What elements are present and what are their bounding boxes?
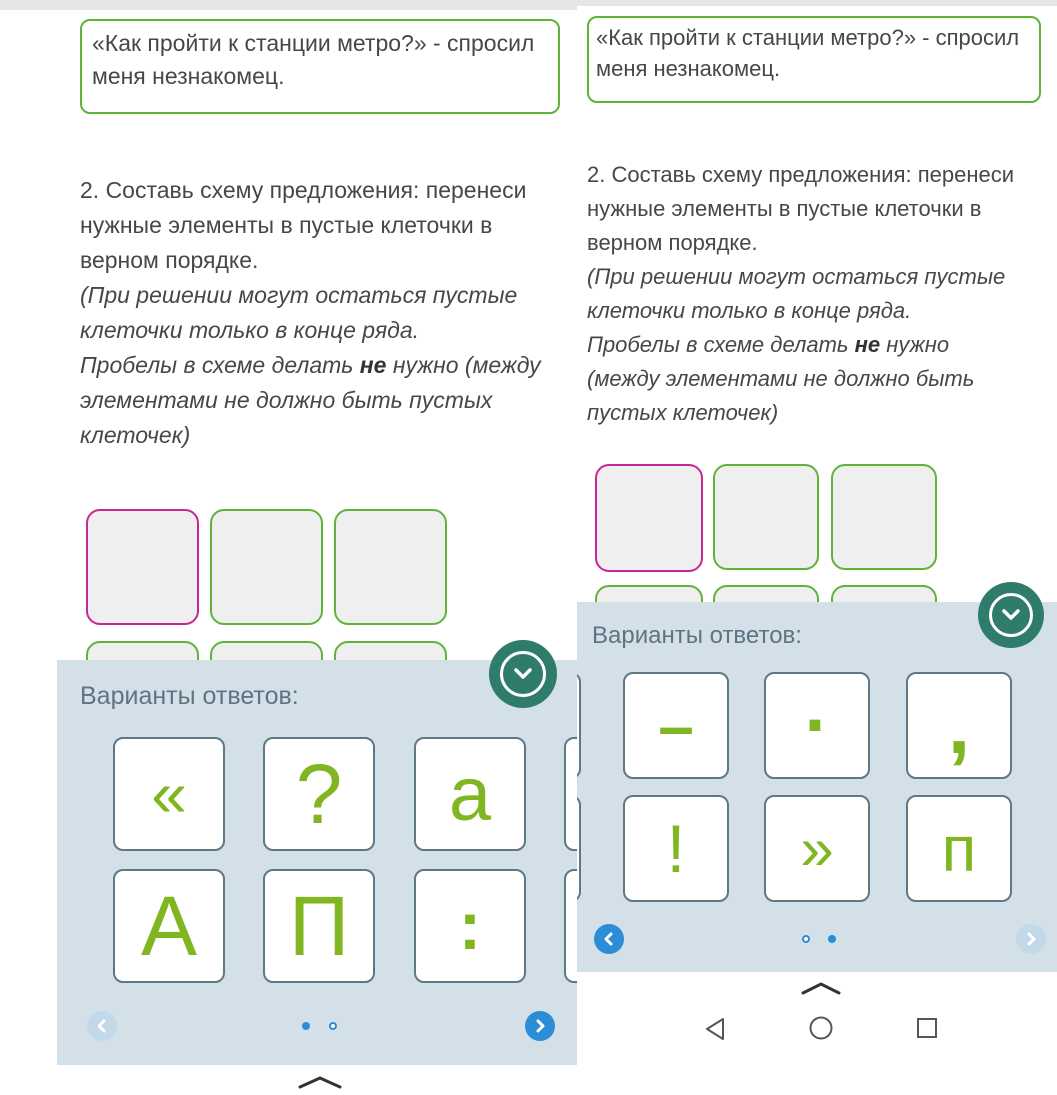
- status-bar-edge: [0, 0, 577, 10]
- recents-icon[interactable]: [916, 1017, 938, 1039]
- answer-tile[interactable]: а: [414, 737, 526, 851]
- scheme-slot-3[interactable]: [831, 464, 937, 570]
- answer-tile[interactable]: п: [906, 795, 1012, 902]
- scheme-slot-2[interactable]: [210, 509, 323, 625]
- prev-page-button[interactable]: [594, 924, 624, 954]
- quote-sentence-box: [587, 16, 1041, 103]
- chevron-down-icon: [1001, 608, 1021, 622]
- chevron-up-icon[interactable]: [800, 980, 842, 996]
- chevron-left-icon: [602, 932, 616, 946]
- answer-tile[interactable]: :: [414, 869, 526, 983]
- chevron-right-icon: [533, 1019, 547, 1033]
- task-note-1: (При решении могут остаться пустые клеточки только в конце ряда.: [80, 282, 518, 343]
- answer-tile[interactable]: А: [113, 869, 225, 983]
- scheme-slot-3[interactable]: [334, 509, 447, 625]
- answer-tile[interactable]: »: [764, 795, 870, 902]
- answer-tile[interactable]: –: [623, 672, 729, 779]
- task-main-text: 2. Составь схему предложения: перенеси нужные элементы в пустые клеточки в верном порядке.: [587, 162, 1015, 255]
- answers-panel: [57, 660, 577, 1065]
- answers-panel: [577, 602, 1057, 972]
- status-bar-edge: [577, 0, 1057, 6]
- scheme-slot-1[interactable]: [86, 509, 199, 625]
- answer-tile-partial[interactable]: [564, 737, 577, 851]
- answers-title: Варианты ответов:: [80, 682, 299, 710]
- answer-tile-partial[interactable]: [577, 672, 581, 779]
- page-dot-2[interactable]: [329, 1022, 337, 1030]
- right-screenshot: [577, 0, 1057, 1095]
- task-note-2: Пробелы в схеме делать не нужно (между элементами не должно быть пустых клеточек): [80, 352, 541, 448]
- answer-tile[interactable]: «: [113, 737, 225, 851]
- task-main-text: 2. Составь схему предложения: перенеси нужные элементы в пустые клеточки в верном порядке.: [80, 177, 527, 273]
- collapse-answers-button[interactable]: [978, 582, 1044, 648]
- scheme-slot-1[interactable]: [595, 464, 703, 572]
- prev-page-button[interactable]: [87, 1011, 117, 1041]
- scheme-slot-2[interactable]: [713, 464, 819, 570]
- task-note-1: (При решении могут остаться пустые клеточки только в конце ряда.: [587, 264, 1006, 323]
- chevron-up-icon[interactable]: [297, 1074, 343, 1090]
- next-page-button[interactable]: [525, 1011, 555, 1041]
- task-instructions: [587, 158, 1027, 430]
- answers-title: Варианты ответов:: [592, 622, 802, 649]
- answer-tile[interactable]: ·: [764, 672, 870, 779]
- task-instructions: [80, 173, 550, 453]
- answer-tile[interactable]: !: [623, 795, 729, 902]
- chevron-left-icon: [95, 1019, 109, 1033]
- page-dot-1[interactable]: [802, 935, 810, 943]
- back-icon[interactable]: [703, 1016, 727, 1042]
- answer-tile[interactable]: ?: [263, 737, 375, 851]
- quote-sentence: «Как пройти к станции метро?» - спросил меня незнакомец.: [596, 25, 1020, 81]
- quote-sentence: «Как пройти к станции метро?» - спросил меня незнакомец.: [92, 30, 535, 89]
- task-note-2: Пробелы в схеме делать не нужно (между элементами не должно быть пустых клеточек): [587, 332, 975, 425]
- home-icon[interactable]: [808, 1015, 834, 1041]
- page-dot-1[interactable]: [302, 1022, 310, 1030]
- next-page-button[interactable]: [1016, 924, 1046, 954]
- collapse-answers-button[interactable]: [489, 640, 557, 708]
- answer-tile[interactable]: П: [263, 869, 375, 983]
- answer-tile-partial[interactable]: [577, 795, 581, 902]
- page-dot-2[interactable]: [828, 935, 836, 943]
- answer-tile-partial[interactable]: [564, 869, 577, 983]
- chevron-right-icon: [1024, 932, 1038, 946]
- answer-tile[interactable]: ,: [906, 672, 1012, 779]
- quote-sentence-box: [80, 19, 560, 114]
- chevron-down-icon: [513, 667, 533, 681]
